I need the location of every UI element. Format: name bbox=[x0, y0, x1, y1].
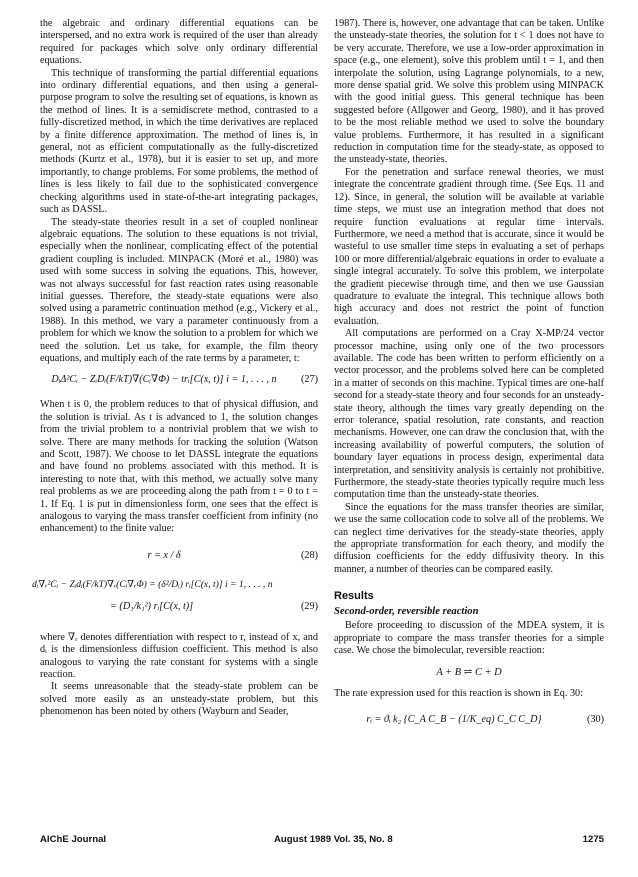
equation-body: DᵢΔ²Cᵢ − ZᵢDᵢ(F/kT)∇(Cᵢ∇Φ) − trᵢ[C(x, t)] i = 1, . . . , n bbox=[51, 374, 277, 386]
page-number: 1275 bbox=[582, 834, 604, 845]
paragraph: Since the equations for the mass transfer theories are similar, we use the same collocation code to solve all of the problems. We can neglect time derivatives for the steady-state theories, apply the appropriate transformation for each theory, and modify the diffusion coefficients for the eddy diffusivity theory. In this manner, a number of theories can be compared easily. bbox=[334, 501, 604, 575]
paragraph: The steady-state theories result in a set of coupled nonlinear algebraic equations. The solution to these equations is not trivial, especially when the nonlinear, complicating effect of the potential gradient coupling is included. MINPACK (Moré et al., 1980) was used with some success in solving the equations. This, however, was not always successful for fast reaction rates using reasonable initial guesses. Therefore, the steady-state equations were also solved using a parametric continuation method (e.g., Vickery et al., 1988). In this method, we vary a parameter continuously from a problem for which we know the solution to a problem for which we need the solution. Let us take, for example, the film theory equations, and multiply each of the rate terms by a parameter, t: bbox=[40, 216, 318, 364]
equation-30 bbox=[334, 706, 604, 734]
section-heading: Results bbox=[334, 590, 374, 603]
equation-body: rᵢ = ϑᵢ k₂ {C_A C_B − (1/K_eq) C_C C_D} bbox=[366, 713, 542, 725]
equation-28 bbox=[40, 542, 318, 570]
equation-body: dᵢ∇ᵣ²Cᵢ − Zᵢdᵢ(F/kT)∇ᵣ(Cᵢ∇ᵣΦ) = (δ²/Dᵢ) rᵢ[C(x, t)] i = 1, . . . , n bbox=[32, 578, 273, 590]
paragraph: For the penetration and surface renewal theories, we must integrate the concentrate gradient through time. (See Eqs. 11 and 12). Since, in general, the solution will be available at variable time steps, we must use an integration method that does not require function evaluations at regular time intervals. Furthermore, we need a method that is accurate, since it would be wasteful to use smaller time steps in evaluating a set of perhaps 100 or more differential/algebraic equations in order to evaluate a single integral accurately. To solve this problem, we interpolate the gradient piecewise through time, and then we use Gaussian quadrature to evaluate the integral. This technique allows both high accuracy and does not restrict the point of function evaluation. bbox=[334, 166, 604, 327]
equation-number: (30) bbox=[587, 713, 604, 725]
subsection-heading: Second-order, reversible reaction bbox=[334, 606, 479, 618]
paragraph: the algebraic and ordinary differential equations can be interspersed, and no extra work is required of the user than already required for packages which solve only ordinary differential equations. bbox=[40, 18, 318, 67]
equation-29-line1 bbox=[32, 576, 318, 594]
paragraph: When t is 0, the problem reduces to that of physical diffusion, and the solution is trivial. As t is advanced to 1, the solution changes from the trivial problem to a nontrivial problem that we wish to solve. There are many methods for tracking the solution (Watson and Scott, 1987). We choose to let DASSL integrate the equations and have found no problems associated with this method. It is interesting to note that, with this method, we actually solve many real problems as we are proceeding along the path from t = 0 to t = 1. If Eq. 1 is put in dimensionless form, one sees that the effect is analogous to varying the mass transfer coefficient from infinity (no enhancement) to the finite value: bbox=[40, 399, 318, 535]
page-footer bbox=[40, 834, 604, 848]
issue-info: August 1989 Vol. 35, No. 8 bbox=[274, 834, 393, 845]
left-column bbox=[32, 18, 318, 719]
equation-number: (28) bbox=[301, 549, 318, 561]
reaction-equation: A + B ⇌ C + D bbox=[436, 666, 502, 678]
paragraph: 1987). There is, however, one advantage that can be taken. Unlike the unsteady-state theories, the solution for t < 1 does not have to be very accurate. Therefore, we use a low-order approximation in space (e.g., one element), solve this problem until t = 1, and then interpolate the solution, using Lagrange polynomials, to a new, more dense spatial grid. We solve this problem using MINPACK with the good initial guess. This general technique has been suggested before (Allgower and Georg, 1980), and it has proved to be the most reliable method we used to solve the boundary value problems. Furthermore, it has resulted in a significant reduction in computation time for the steady-state, as opposed to the unsteady-state, theories. bbox=[334, 18, 604, 166]
journal-name: AIChE Journal bbox=[40, 834, 107, 845]
paragraph: This technique of transforming the partial differential equations into ordinary differential equations, and then using a general-purpose program to solve the resulting set of equations, is known as the method of lines. It is a semidiscrete method, contrasted to a fully-discretized method, in which the time derivatives are replaced by a finite difference approximation. The method of lines is, in general, not as efficient computationally as the fully-discretized methods (Kurtz et al., 1978), but it is easier to set up, and more importantly, to change problems. For some problems, the method of lines is less likely to fail due to the sophisticated convergence checking algorithms used in state-of-the-art integrating packages, such as DASSL. bbox=[40, 67, 318, 216]
equation-body: r = x / δ bbox=[147, 549, 181, 561]
equation-number: (29) bbox=[301, 600, 318, 612]
equation-29-line2 bbox=[40, 598, 318, 626]
equation-27 bbox=[40, 371, 318, 393]
paragraph: All computations are performed on a Cray X-MP/24 vector processor machine, using only one of the two processors available. The code has been written to perform efficiently on a vector processor, and the problems solved here can be completed in a matter of seconds on this machine. Typical times are one-half second for a steady-state theory and four seconds for an unsteady-state theory, although the times vary greatly depending on the error tolerance, spatial resolution, rate constants, and reaction mechanisms. However, one can draw the conclusion that, with the increasing availability of powerful computers, the solution of boundary layer equations in process design, experimental data interpretation, and sensitivity analysis is certainly not prohibitive. Furthermore, the steady-state theories typically require much less computation time than the unsteady-state theories. bbox=[334, 328, 604, 501]
paragraph: where ∇ᵣ denotes differentiation with respect to r, instead of x, and dᵢ is the dimensionless diffusion coefficient. This method is also analogous to varying the rate constant for systems with a single reaction. bbox=[40, 631, 318, 681]
equation-body: = (D₁/k₁²) rᵢ[C(x, t)] bbox=[110, 600, 194, 612]
equation-number: (27) bbox=[301, 374, 318, 386]
paragraph: It seems unreasonable that the steady-state problem can be solved more easily as an unsteady-state problem, but this phenomenon has been noted by others (Wayburn and Seader, bbox=[40, 681, 318, 718]
paragraph: Before proceeding to discussion of the MDEA system, it is appropriate to compare the mass transfer theories for a simple case. We chose the bimolecular, reversible reaction: bbox=[334, 620, 604, 657]
right-column bbox=[334, 18, 604, 740]
paragraph: The rate expression used for this reaction is shown in Eq. 30: bbox=[334, 687, 583, 699]
